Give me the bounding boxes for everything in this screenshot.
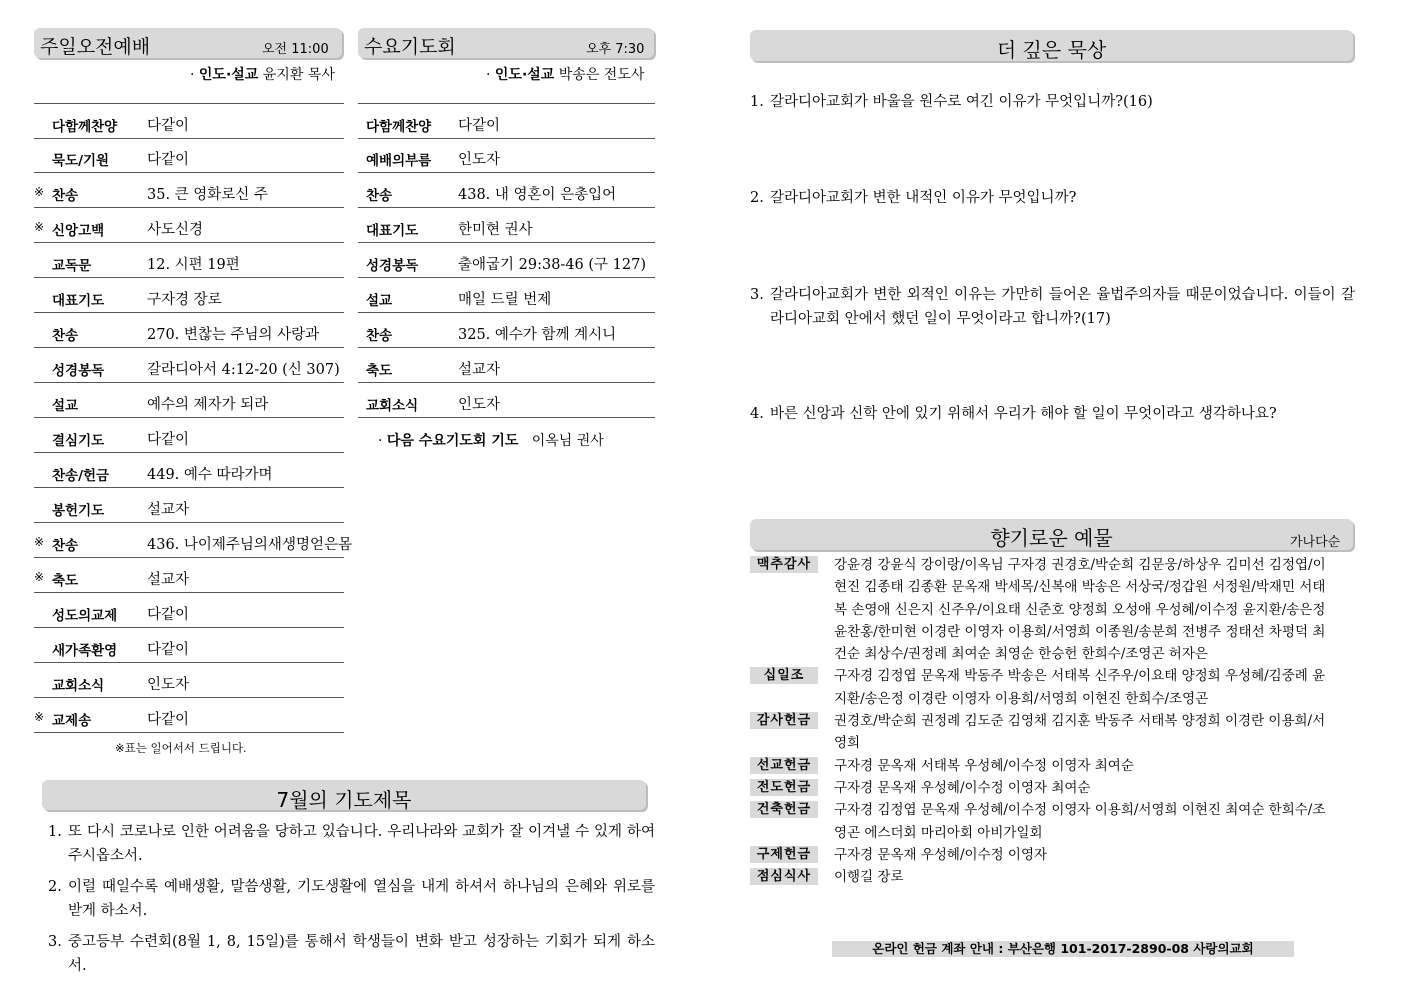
question-number: 2. bbox=[750, 190, 764, 206]
order-value: 매일 드릴 번제 bbox=[458, 292, 552, 308]
order-label: 성경봉독 bbox=[52, 363, 105, 379]
order-row bbox=[34, 558, 344, 593]
order-label: 교회소식 bbox=[366, 398, 419, 414]
order-row bbox=[358, 208, 655, 243]
offering-names: 권경호/박순희 권정례 김도준 김영채 김지훈 박동주 서태복 양정희 이경란 이용희/서영희 bbox=[834, 713, 1326, 752]
order-row bbox=[34, 628, 344, 663]
offering-names: 이행길 장로 bbox=[834, 869, 904, 886]
order-row bbox=[34, 348, 344, 383]
order-value: 갈라디아서 4:12-20 (신 307) bbox=[147, 362, 340, 378]
offering-group bbox=[750, 710, 1350, 755]
offering-group bbox=[750, 844, 1350, 866]
order-row bbox=[34, 173, 344, 208]
order-label: 교회소식 bbox=[52, 678, 105, 694]
offering-names: 구자경 문옥재 우성혜/이수정 이영자 bbox=[834, 846, 1048, 863]
order-label: 신앙고백 bbox=[52, 223, 105, 239]
meditation-question bbox=[750, 402, 1355, 426]
order-value: 다같이 bbox=[147, 152, 190, 168]
standing-mark: ※ bbox=[34, 710, 45, 724]
order-label: 찬송 bbox=[52, 538, 79, 554]
sunday-leader-label: 인도·설교 bbox=[198, 67, 259, 83]
order-row bbox=[358, 173, 655, 208]
order-row bbox=[34, 418, 344, 453]
meditation-question bbox=[750, 186, 1355, 210]
order-label: 찬송 bbox=[52, 188, 79, 204]
offering-category: 선교헌금 bbox=[750, 757, 818, 774]
order-value: 449. 예수 따라가며 bbox=[147, 467, 273, 483]
order-value: 다같이 bbox=[147, 118, 190, 134]
offering-category: 전도헌금 bbox=[750, 779, 818, 796]
wednesday-leader: · 인도·설교 박송은 전도사 bbox=[486, 67, 645, 83]
order-row bbox=[34, 103, 344, 139]
order-row bbox=[34, 523, 352, 558]
order-row bbox=[358, 313, 655, 348]
order-label: 대표기도 bbox=[52, 293, 105, 309]
order-row bbox=[358, 383, 655, 418]
order-value: 인도자 bbox=[458, 397, 501, 413]
order-row bbox=[34, 313, 344, 348]
order-value: 12. 시편 19편 bbox=[147, 257, 240, 273]
order-label: 교제송 bbox=[52, 713, 92, 729]
offering-names: 구자경 김정엽 문옥재 박동주 박송은 서태복 신주우/이요태 양정희 우성혜/김중례 윤지환/송은정 이경란 이영자 이용희/서영희 이현진 한희수/조영곤 bbox=[834, 668, 1326, 707]
offering-group bbox=[750, 866, 1350, 888]
prayer-number: 2. bbox=[48, 879, 62, 895]
order-label: 찬송 bbox=[366, 328, 393, 344]
offering-category: 맥추감사 bbox=[750, 556, 818, 573]
meditation-title: 더 깊은 묵상 bbox=[996, 38, 1107, 62]
standing-mark: ※ bbox=[34, 535, 45, 549]
next-prayer-label: 다음 수요기도회 기도 bbox=[386, 433, 519, 449]
question-number: 4. bbox=[750, 406, 764, 422]
order-label: 설교 bbox=[52, 398, 79, 414]
order-value: 다같이 bbox=[147, 712, 190, 728]
offering-group bbox=[750, 554, 1350, 665]
prayer-number: 3. bbox=[48, 934, 62, 950]
order-value: 인도자 bbox=[147, 677, 190, 693]
order-row bbox=[34, 698, 344, 733]
meditation-question bbox=[750, 283, 1355, 331]
order-label: 찬송/헌금 bbox=[52, 468, 110, 484]
order-value: 설교자 bbox=[147, 502, 190, 518]
standing-note: ※표는 일어서서 드립니다. bbox=[115, 741, 247, 755]
order-value: 438. 내 영혼이 은총입어 bbox=[458, 187, 617, 203]
order-label: 찬송 bbox=[52, 328, 79, 344]
order-row bbox=[358, 278, 655, 313]
order-label: 축도 bbox=[366, 363, 393, 379]
order-value: 설교자 bbox=[147, 572, 190, 588]
wednesday-title: 수요기도회 bbox=[364, 36, 456, 58]
wednesday-time: 오후 7:30 bbox=[586, 42, 645, 57]
order-value: 인도자 bbox=[458, 152, 501, 168]
offering-group bbox=[750, 665, 1350, 710]
order-value: 설교자 bbox=[458, 362, 501, 378]
sunday-time: 오전 11:00 bbox=[262, 42, 329, 57]
prayer-text: 이럴 때일수록 예배생활, 말씀생활, 기도생활에 열심을 내게 하셔서 하나님의 은혜와 위로를 받게 하소서. bbox=[68, 879, 655, 919]
order-label: 교독문 bbox=[52, 258, 92, 274]
order-row bbox=[34, 243, 344, 278]
order-row bbox=[34, 488, 344, 523]
order-label: 다함께찬양 bbox=[366, 119, 432, 135]
order-label: 축도 bbox=[52, 573, 79, 589]
standing-mark: ※ bbox=[34, 185, 45, 199]
order-row bbox=[34, 663, 344, 698]
order-value: 436. 나이제주님의새생명얻은몸 bbox=[147, 537, 352, 553]
order-label: 찬송 bbox=[366, 188, 393, 204]
wednesday-leader-label: 인도·설교 bbox=[494, 67, 555, 83]
prayer-item bbox=[48, 820, 655, 868]
question-text: 갈라디아교회가 변한 내적인 이유가 무엇입니까? bbox=[770, 190, 1077, 206]
question-number: 3. bbox=[750, 287, 764, 303]
order-value: 다같이 bbox=[147, 432, 190, 448]
order-label: 성경봉독 bbox=[366, 258, 419, 274]
offering-group bbox=[750, 777, 1350, 799]
bank-account-notice: 온라인 헌금 계좌 안내 : 부산은행 101-2017-2890-08 사랑의교회 bbox=[832, 941, 1294, 957]
offering-names: 구자경 김정엽 문옥재 우성혜/이수정 이영자 이용희/서영희 이현진 최여순 한희수/조영곤 에스더회 마리아회 아비가일회 bbox=[834, 802, 1326, 841]
offering-names: 강윤경 강윤식 강이랑/이옥님 구자경 권경호/박순희 김문웅/하상우 김미선 김정엽/이현진 김종태 김종환 문옥재 박세목/신복애 박송은 서상국/정갑원 서정원/박재민 서태복 손영애 신은지 신주우/이요태 신준호 양정희 오성애 우성혜/이수정 윤지환/송은정 윤찬홍/한미현 이경란 이영자 이용희/서영희 이종원/송분희 전병주 정태선 차평덕 최건순 최상수/권정례 최여순 최영순 한승헌 한희수/조영곤 허자은 bbox=[834, 557, 1326, 663]
offering-category: 점심식사 bbox=[750, 868, 818, 885]
meditation-question bbox=[750, 90, 1355, 114]
offering-order-note: 가나다순 bbox=[1290, 535, 1341, 550]
order-row bbox=[34, 208, 344, 243]
question-text: 갈라디아교회가 변한 외적인 이유는 가만히 들어온 율법주의자들 때문이었습니다. 이들이 갈라디아교회 안에서 했던 일이 무엇이라고 합니까?(17) bbox=[770, 287, 1355, 327]
sunday-leader: · 인도·설교 윤지환 목사 bbox=[190, 67, 335, 83]
order-value: 출애굽기 29:38-46 (구 127) bbox=[458, 257, 646, 273]
order-row bbox=[34, 383, 344, 418]
offering-group bbox=[750, 755, 1350, 777]
order-row bbox=[358, 103, 655, 139]
order-value: 구자경 장로 bbox=[147, 292, 222, 308]
order-value: 325. 예수가 함께 계시니 bbox=[458, 327, 617, 343]
order-row bbox=[34, 453, 344, 488]
order-value: 다같이 bbox=[147, 642, 190, 658]
question-text: 바른 신앙과 신학 안에 있기 위해서 우리가 해야 할 일이 무엇이라고 생각하나요? bbox=[770, 406, 1277, 422]
order-label: 예배의부름 bbox=[366, 153, 432, 169]
order-row bbox=[358, 243, 655, 278]
order-row bbox=[34, 138, 344, 173]
prayer-number: 1. bbox=[48, 824, 62, 840]
prayer-title: 7월의 기도제목 bbox=[276, 788, 412, 812]
wednesday-leader-name: 박송은 전도사 bbox=[558, 67, 645, 83]
order-value: 예수의 제자가 되라 bbox=[147, 397, 269, 413]
order-label: 설교 bbox=[366, 293, 393, 309]
order-value: 270. 변찮는 주님의 사랑과 bbox=[147, 327, 320, 343]
standing-mark: ※ bbox=[34, 570, 45, 584]
prayer-item bbox=[48, 875, 655, 923]
offering-names: 구자경 문옥재 서태복 우성혜/이수정 이영자 최여순 bbox=[834, 757, 1134, 774]
prayer-text: 중고등부 수련회(8월 1, 8, 15일)를 통해서 학생들이 변화 받고 성장하는 기회가 되게 하소서. bbox=[68, 934, 655, 974]
offering-category: 감사헌금 bbox=[750, 712, 818, 729]
sunday-title: 주일오전예배 bbox=[40, 36, 151, 58]
order-label: 대표기도 bbox=[366, 223, 419, 239]
order-row bbox=[34, 278, 344, 313]
order-value: 다같이 bbox=[147, 607, 190, 623]
order-value: 다같이 bbox=[458, 118, 501, 134]
next-prayer: · 다음 수요기도회 기도 이옥님 권사 bbox=[378, 433, 604, 449]
offering-category: 건축헌금 bbox=[750, 801, 818, 818]
question-text: 갈라디아교회가 바울을 원수로 여긴 이유가 무엇입니까?(16) bbox=[770, 94, 1153, 110]
prayer-item bbox=[48, 930, 655, 978]
prayer-list bbox=[48, 820, 655, 985]
prayer-text: 또 다시 코로나로 인한 어려움을 당하고 있습니다. 우리나라와 교회가 잘 이겨낼 수 있게 하여 주시옵소서. bbox=[68, 824, 655, 864]
order-label: 성도의교제 bbox=[52, 608, 118, 624]
offering-title: 향기로운 예물 bbox=[990, 526, 1113, 550]
order-label: 묵도/기원 bbox=[52, 153, 110, 169]
order-row bbox=[358, 348, 655, 383]
offering-names: 구자경 문옥재 우성혜/이수정 이영자 최여순 bbox=[834, 779, 1091, 796]
order-row bbox=[358, 138, 655, 173]
order-row bbox=[34, 593, 344, 628]
order-value: 사도신경 bbox=[147, 222, 204, 238]
order-label: 봉헌기도 bbox=[52, 503, 105, 519]
order-label: 새가족환영 bbox=[52, 643, 118, 659]
standing-mark: ※ bbox=[34, 220, 45, 234]
offering-category: 십일조 bbox=[750, 667, 818, 684]
offering-category: 구제헌금 bbox=[750, 846, 818, 863]
order-value: 한미현 권사 bbox=[458, 222, 533, 238]
question-number: 1. bbox=[750, 94, 764, 110]
next-prayer-name: 이옥님 권사 bbox=[531, 433, 604, 449]
order-label: 다함께찬양 bbox=[52, 119, 118, 135]
order-value: 35. 큰 영화로신 주 bbox=[147, 187, 268, 203]
order-label: 결심기도 bbox=[52, 433, 105, 449]
offering-group bbox=[750, 799, 1350, 844]
sunday-leader-name: 윤지환 목사 bbox=[262, 67, 335, 83]
offering-list bbox=[750, 554, 1350, 888]
